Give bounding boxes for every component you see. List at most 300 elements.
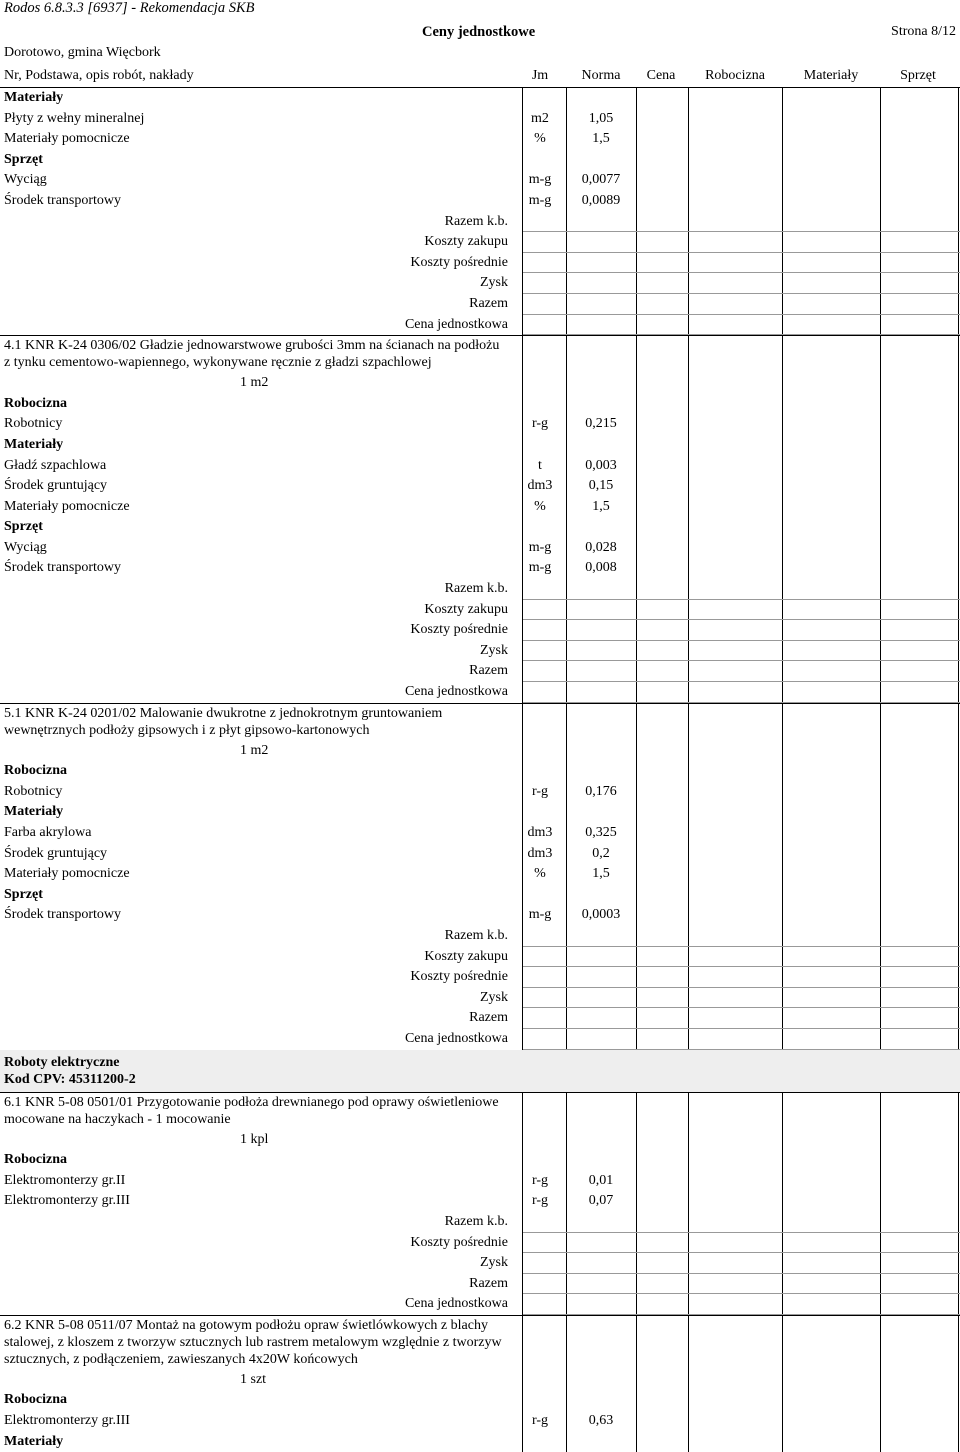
summary-label: Koszty pośrednie bbox=[410, 622, 508, 638]
grid-line bbox=[958, 1008, 959, 1029]
grid-line bbox=[880, 456, 881, 477]
grid-line bbox=[880, 315, 881, 336]
grid-line bbox=[522, 373, 523, 394]
category-row bbox=[0, 1390, 960, 1411]
grid-line bbox=[566, 1150, 567, 1171]
grid-line bbox=[782, 294, 783, 315]
grid-line bbox=[880, 497, 881, 518]
grid-line bbox=[958, 476, 959, 497]
summary-label: Cena jednostkowa bbox=[404, 1296, 508, 1312]
resource-row bbox=[0, 844, 960, 865]
grid-line bbox=[566, 926, 567, 947]
grid-line bbox=[782, 558, 783, 579]
row-border bbox=[0, 703, 960, 704]
grid-line bbox=[782, 170, 783, 191]
grid-line bbox=[522, 926, 523, 947]
category-label: Materiały bbox=[4, 436, 64, 452]
category-row bbox=[0, 435, 960, 456]
summary-label: Cena jednostkowa bbox=[404, 1030, 508, 1046]
grid-line bbox=[688, 761, 689, 782]
grid-line bbox=[522, 1390, 523, 1411]
grid-line bbox=[688, 905, 689, 926]
grid-line bbox=[688, 1315, 689, 1370]
grid-line bbox=[880, 761, 881, 782]
grid-line bbox=[880, 476, 881, 497]
resource-name: Środek transportowy bbox=[4, 192, 122, 208]
resource-norm: 0,325 bbox=[585, 825, 617, 840]
grid-line bbox=[688, 823, 689, 844]
resource-name: Robotnicy bbox=[4, 416, 63, 432]
grid-line bbox=[566, 456, 567, 477]
resource-name: Środek transportowy bbox=[4, 907, 122, 923]
grid-line bbox=[880, 294, 881, 315]
position-unit: 1 m2 bbox=[240, 742, 269, 758]
grid-line bbox=[782, 1253, 783, 1274]
grid-line bbox=[566, 1432, 567, 1452]
resource-row bbox=[0, 864, 960, 885]
grid-line bbox=[782, 1370, 783, 1391]
grid-line bbox=[958, 1130, 959, 1151]
resource-unit: r-g bbox=[531, 1413, 549, 1429]
grid-line bbox=[566, 1274, 567, 1295]
grid-line bbox=[688, 947, 689, 968]
resource-unit: m-g bbox=[528, 907, 552, 923]
grid-line bbox=[636, 170, 637, 191]
grid-line bbox=[782, 538, 783, 559]
grid-line bbox=[566, 191, 567, 212]
grid-line bbox=[636, 88, 637, 109]
grid-line bbox=[522, 761, 523, 782]
grid-line bbox=[636, 741, 637, 762]
grid-line bbox=[522, 703, 523, 741]
resource-norm: 0,2 bbox=[592, 845, 610, 861]
grid-line bbox=[636, 967, 637, 988]
grid-line bbox=[958, 294, 959, 315]
grid-line bbox=[880, 885, 881, 906]
position-description: 6.2 KNR 5-08 0511/07 Montaż na gotowym podłożu opraw świetlówkowych z blachy stalowej, z kloszem z tworzyw sztucznych lub rastrem metalowym względnie z tworzyw sztucznych, z podłączeniem, zawieszanych 4x20W końcowych bbox=[4, 1317, 502, 1367]
resource-name: Wyciąg bbox=[4, 539, 47, 555]
summary-label: Zysk bbox=[480, 642, 508, 658]
grid-line bbox=[782, 761, 783, 782]
resource-norm: 1,5 bbox=[592, 131, 610, 147]
summary-label: Koszty pośrednie bbox=[410, 969, 508, 985]
grid-line bbox=[688, 253, 689, 274]
grid-line bbox=[688, 988, 689, 1009]
col-cena: Cena bbox=[646, 68, 676, 83]
grid-line bbox=[566, 782, 567, 803]
grid-line bbox=[522, 538, 523, 559]
grid-line bbox=[782, 741, 783, 762]
grid-line bbox=[688, 1029, 689, 1050]
grid-line bbox=[636, 703, 637, 741]
resource-row bbox=[0, 1171, 960, 1192]
resource-name: Materiały pomocnicze bbox=[4, 866, 130, 882]
grid-line bbox=[688, 1212, 689, 1233]
grid-line bbox=[958, 253, 959, 274]
resource-unit: m-g bbox=[528, 172, 552, 188]
grid-line bbox=[636, 1294, 637, 1315]
grid-line bbox=[636, 823, 637, 844]
summary-label: Koszty pośrednie bbox=[410, 254, 508, 270]
col-sprzet: Sprzęt bbox=[900, 68, 936, 83]
grid-line bbox=[880, 1130, 881, 1151]
grid-line bbox=[880, 538, 881, 559]
grid-line bbox=[782, 947, 783, 968]
grid-line bbox=[958, 373, 959, 394]
grid-line bbox=[636, 782, 637, 803]
cost-table bbox=[0, 88, 960, 1452]
grid-line bbox=[782, 823, 783, 844]
resource-norm: 0,008 bbox=[585, 560, 617, 576]
grid-line bbox=[688, 661, 689, 682]
resource-unit: % bbox=[534, 866, 546, 882]
grid-line bbox=[566, 1315, 567, 1370]
column-header bbox=[0, 66, 960, 88]
grid-line bbox=[688, 315, 689, 336]
resource-unit: r-g bbox=[531, 783, 549, 799]
col-jm: Jm bbox=[531, 68, 549, 83]
grid-line bbox=[566, 1411, 567, 1432]
grid-line bbox=[782, 456, 783, 477]
resource-name: Farba akrylowa bbox=[4, 825, 92, 840]
grid-line bbox=[782, 1432, 783, 1452]
grid-line bbox=[958, 1092, 959, 1130]
grid-line bbox=[522, 335, 523, 373]
resource-norm: 0,176 bbox=[585, 783, 617, 799]
grid-line bbox=[566, 1212, 567, 1233]
grid-line bbox=[782, 435, 783, 456]
grid-line bbox=[566, 129, 567, 150]
summary-row bbox=[0, 212, 960, 233]
grid-line bbox=[522, 782, 523, 803]
grid-line bbox=[880, 864, 881, 885]
grid-line bbox=[782, 232, 783, 253]
grid-line bbox=[688, 1432, 689, 1452]
grid-line bbox=[782, 88, 783, 109]
grid-line bbox=[522, 1008, 523, 1029]
grid-line bbox=[782, 802, 783, 823]
grid-line bbox=[958, 1432, 959, 1452]
grid-line bbox=[566, 538, 567, 559]
grid-line bbox=[958, 88, 959, 109]
grid-line bbox=[958, 1294, 959, 1315]
resource-row bbox=[0, 905, 960, 926]
grid-line bbox=[688, 191, 689, 212]
grid-line bbox=[688, 232, 689, 253]
grid-line bbox=[636, 212, 637, 233]
category-label: Materiały bbox=[4, 804, 64, 820]
grid-line bbox=[880, 1191, 881, 1212]
grid-line bbox=[636, 232, 637, 253]
grid-line bbox=[782, 517, 783, 538]
grid-line bbox=[782, 1411, 783, 1432]
grid-line bbox=[636, 988, 637, 1009]
resource-norm: 0,0077 bbox=[581, 172, 621, 188]
grid-line bbox=[636, 905, 637, 926]
category-row bbox=[0, 394, 960, 415]
grid-line bbox=[880, 1294, 881, 1315]
unit-row bbox=[0, 1370, 960, 1391]
position-unit: 1 szt bbox=[240, 1371, 267, 1387]
category-row bbox=[0, 150, 960, 171]
grid-line bbox=[522, 1253, 523, 1274]
grid-line bbox=[688, 1274, 689, 1295]
location-text: Dorotowo, gmina Więcbork bbox=[4, 45, 161, 60]
grid-line bbox=[566, 947, 567, 968]
unit-row bbox=[0, 1130, 960, 1151]
grid-line bbox=[958, 558, 959, 579]
position-unit: 1 kpl bbox=[240, 1131, 269, 1147]
resource-name: Środek gruntujący bbox=[4, 845, 108, 861]
summary-label: Razem k.b. bbox=[444, 1213, 508, 1229]
grid-line bbox=[958, 191, 959, 212]
grid-line bbox=[688, 620, 689, 641]
grid-line bbox=[566, 435, 567, 456]
grid-line bbox=[522, 967, 523, 988]
summary-label: Koszty pośrednie bbox=[410, 1234, 508, 1250]
grid-line bbox=[688, 802, 689, 823]
grid-line bbox=[880, 782, 881, 803]
grid-line bbox=[782, 864, 783, 885]
grid-line bbox=[880, 1150, 881, 1171]
grid-line bbox=[636, 497, 637, 518]
grid-line bbox=[958, 1212, 959, 1233]
summary-row bbox=[0, 1274, 960, 1295]
grid-line bbox=[636, 253, 637, 274]
grid-line bbox=[782, 212, 783, 233]
grid-line bbox=[566, 741, 567, 762]
grid-line bbox=[958, 538, 959, 559]
grid-line bbox=[522, 150, 523, 171]
grid-line bbox=[522, 823, 523, 844]
grid-line bbox=[636, 109, 637, 130]
grid-line bbox=[880, 335, 881, 373]
summary-row bbox=[0, 620, 960, 641]
grid-line bbox=[958, 1233, 959, 1254]
unit-row bbox=[0, 373, 960, 394]
grid-line bbox=[782, 191, 783, 212]
grid-line bbox=[688, 1171, 689, 1192]
grid-line bbox=[782, 1092, 783, 1130]
summary-label: Cena jednostkowa bbox=[404, 684, 508, 700]
resource-row bbox=[0, 538, 960, 559]
summary-label: Zysk bbox=[480, 275, 508, 291]
grid-line bbox=[880, 947, 881, 968]
summary-row bbox=[0, 682, 960, 703]
grid-line bbox=[958, 682, 959, 703]
grid-line bbox=[566, 620, 567, 641]
grid-line bbox=[636, 191, 637, 212]
grid-line bbox=[880, 191, 881, 212]
grid-line bbox=[958, 620, 959, 641]
grid-line bbox=[880, 1411, 881, 1432]
resource-name: Środek transportowy bbox=[4, 560, 122, 576]
grid-line bbox=[782, 150, 783, 171]
grid-line bbox=[880, 558, 881, 579]
category-row bbox=[0, 761, 960, 782]
grid-line bbox=[522, 1274, 523, 1295]
grid-line bbox=[688, 1294, 689, 1315]
grid-line bbox=[958, 905, 959, 926]
grid-line bbox=[566, 905, 567, 926]
grid-line bbox=[636, 1029, 637, 1050]
summary-label: Koszty zakupu bbox=[424, 601, 508, 617]
grid-line bbox=[636, 273, 637, 294]
grid-line bbox=[636, 1432, 637, 1452]
grid-line bbox=[958, 414, 959, 435]
grid-line bbox=[688, 150, 689, 171]
summary-label: Razem bbox=[469, 295, 508, 311]
grid-line bbox=[688, 1008, 689, 1029]
row-border bbox=[0, 335, 960, 336]
grid-line bbox=[522, 414, 523, 435]
grid-line bbox=[782, 885, 783, 906]
grid-line bbox=[688, 414, 689, 435]
grid-line bbox=[688, 844, 689, 865]
summary-row bbox=[0, 1212, 960, 1233]
grid-line bbox=[566, 88, 567, 109]
grid-line bbox=[688, 1191, 689, 1212]
grid-line bbox=[958, 600, 959, 621]
resource-row bbox=[0, 191, 960, 212]
grid-line bbox=[688, 885, 689, 906]
grid-line bbox=[522, 129, 523, 150]
summary-row bbox=[0, 273, 960, 294]
grid-line bbox=[782, 253, 783, 274]
grid-line bbox=[782, 414, 783, 435]
grid-line bbox=[688, 967, 689, 988]
grid-line bbox=[566, 373, 567, 394]
resource-row bbox=[0, 1191, 960, 1212]
category-label: Sprzęt bbox=[4, 886, 43, 902]
grid-line bbox=[880, 1171, 881, 1192]
grid-line bbox=[880, 579, 881, 600]
resource-row bbox=[0, 782, 960, 803]
category-label: Sprzęt bbox=[4, 519, 43, 535]
grid-line bbox=[688, 294, 689, 315]
category-label: Robocizna bbox=[4, 1152, 67, 1168]
grid-line bbox=[688, 373, 689, 394]
grid-line bbox=[636, 661, 637, 682]
grid-line bbox=[688, 497, 689, 518]
category-row bbox=[0, 802, 960, 823]
grid-line bbox=[636, 517, 637, 538]
grid-line bbox=[522, 1130, 523, 1151]
grid-line bbox=[782, 703, 783, 741]
category-label: Sprzęt bbox=[4, 151, 43, 167]
grid-line bbox=[782, 335, 783, 373]
grid-line bbox=[880, 682, 881, 703]
grid-line bbox=[782, 129, 783, 150]
position-row bbox=[0, 703, 960, 741]
col-norma: Norma bbox=[581, 68, 621, 83]
position-description: 6.1 KNR 5-08 0501/01 Przygotowanie podłoża drewnianego pod oprawy oświetleniowe mocowane na haczykach - 1 mocowanie bbox=[4, 1094, 499, 1127]
resource-name: Elektromonterzy gr.II bbox=[4, 1172, 126, 1188]
summary-row bbox=[0, 1029, 960, 1050]
grid-line bbox=[782, 1294, 783, 1315]
grid-line bbox=[522, 1191, 523, 1212]
summary-label: Zysk bbox=[480, 989, 508, 1005]
position-description: 5.1 KNR K-24 0201/02 Malowanie dwukrotne z jednokrotnym gruntowaniem wewnętrznych podłoży gipsowych i z płyt gipsowo-kartonowych bbox=[4, 705, 443, 738]
summary-label: Razem bbox=[469, 663, 508, 679]
grid-line bbox=[782, 1390, 783, 1411]
grid-line bbox=[566, 1008, 567, 1029]
resource-norm: 0,0003 bbox=[581, 907, 621, 923]
category-label: Materiały bbox=[4, 90, 64, 105]
grid-line bbox=[880, 988, 881, 1009]
category-row bbox=[0, 88, 960, 109]
grid-line bbox=[688, 782, 689, 803]
grid-line bbox=[636, 129, 637, 150]
grid-line bbox=[688, 579, 689, 600]
grid-line bbox=[782, 1008, 783, 1029]
grid-line bbox=[880, 414, 881, 435]
grid-line bbox=[636, 947, 637, 968]
grid-line bbox=[522, 1233, 523, 1254]
grid-line bbox=[566, 600, 567, 621]
summary-label: Razem k.b. bbox=[444, 927, 508, 943]
grid-line bbox=[958, 150, 959, 171]
resource-norm: 0,215 bbox=[585, 416, 617, 432]
grid-line bbox=[958, 1191, 959, 1212]
unit-row bbox=[0, 741, 960, 762]
grid-line bbox=[566, 1029, 567, 1050]
grid-line bbox=[566, 170, 567, 191]
grid-line bbox=[880, 967, 881, 988]
grid-line bbox=[566, 109, 567, 130]
grid-line bbox=[958, 641, 959, 662]
grid-line bbox=[782, 782, 783, 803]
grid-line bbox=[880, 641, 881, 662]
grid-line bbox=[522, 273, 523, 294]
grid-line bbox=[880, 373, 881, 394]
category-label: Robocizna bbox=[4, 1392, 67, 1408]
grid-line bbox=[522, 558, 523, 579]
grid-line bbox=[958, 1411, 959, 1432]
grid-line bbox=[566, 414, 567, 435]
grid-line bbox=[958, 761, 959, 782]
category-row bbox=[0, 1150, 960, 1171]
grid-line bbox=[782, 273, 783, 294]
grid-line bbox=[958, 394, 959, 415]
grid-line bbox=[688, 273, 689, 294]
section-title: Roboty elektryczne bbox=[4, 1054, 120, 1070]
grid-line bbox=[522, 88, 523, 109]
grid-line bbox=[688, 1390, 689, 1411]
grid-line bbox=[522, 1029, 523, 1050]
grid-line bbox=[958, 1171, 959, 1192]
grid-line bbox=[880, 109, 881, 130]
grid-line bbox=[566, 703, 567, 741]
grid-line bbox=[522, 517, 523, 538]
resource-row bbox=[0, 476, 960, 497]
grid-line bbox=[688, 212, 689, 233]
grid-line bbox=[782, 1233, 783, 1254]
summary-row bbox=[0, 926, 960, 947]
summary-label: Razem k.b. bbox=[444, 581, 508, 597]
grid-line bbox=[636, 294, 637, 315]
summary-label: Razem bbox=[469, 1010, 508, 1026]
grid-line bbox=[522, 394, 523, 415]
category-label: Robocizna bbox=[4, 763, 67, 779]
document-title: Ceny jednostkowe bbox=[422, 24, 536, 40]
grid-line bbox=[782, 1130, 783, 1151]
grid-line bbox=[636, 558, 637, 579]
grid-line bbox=[958, 335, 959, 373]
grid-line bbox=[566, 823, 567, 844]
grid-line bbox=[522, 579, 523, 600]
grid-line bbox=[566, 1294, 567, 1315]
